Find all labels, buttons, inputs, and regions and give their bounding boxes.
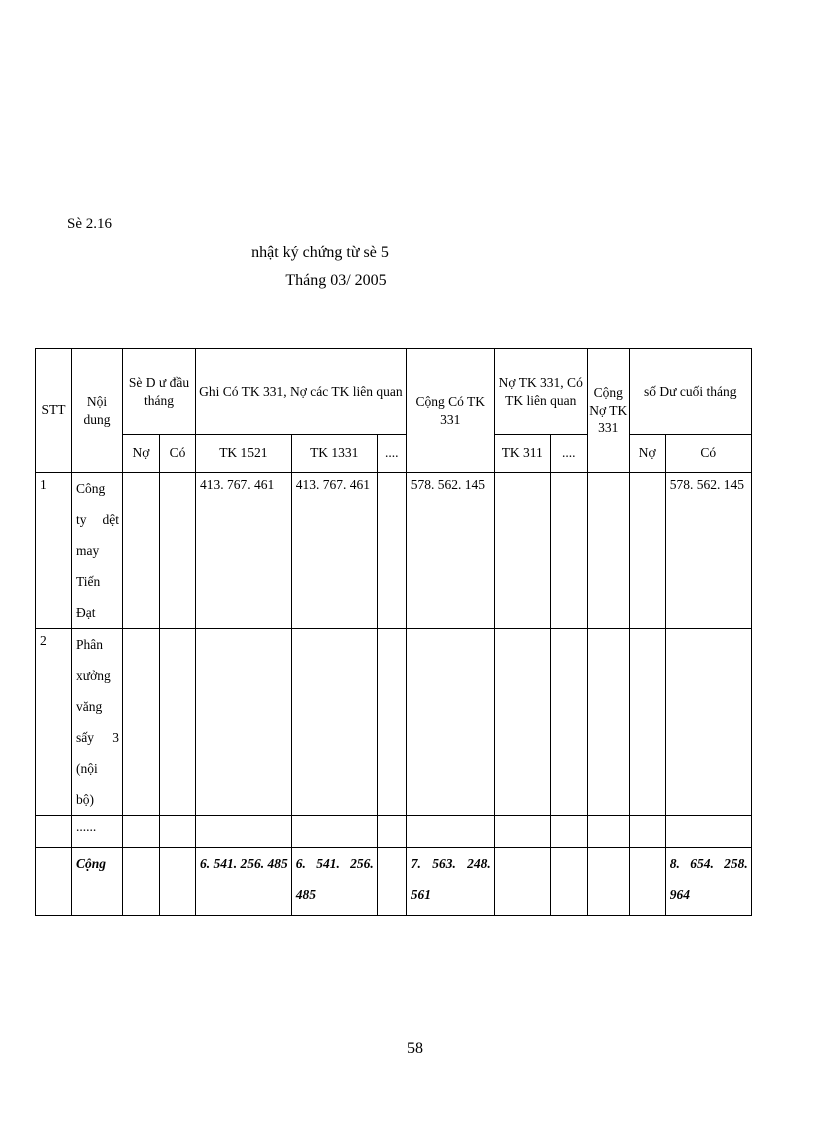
total-tk1521: 6. 541. 256. 485 bbox=[196, 848, 292, 916]
header-tk1331: TK 1331 bbox=[291, 435, 377, 473]
document-title: nhật ký chứng từ sè 5 bbox=[251, 244, 389, 261]
page-number: 58 bbox=[407, 1040, 423, 1057]
header-closing-credit: Có bbox=[665, 435, 751, 473]
row-tk1331: 413. 767. 461 bbox=[291, 473, 377, 629]
table-row bbox=[36, 473, 752, 629]
document-reference: Sè 2.16 bbox=[67, 216, 112, 232]
row-closing-credit: 578. 562. 145 bbox=[665, 473, 751, 629]
header-noi-dung: Nội dung bbox=[72, 349, 123, 473]
header-closing-balance: số Dư cuối tháng bbox=[629, 349, 751, 435]
row-content: Công ty dệt may Tiến Đạt bbox=[72, 473, 123, 629]
row-stt: 1 bbox=[36, 473, 72, 629]
header-opening-credit: Có bbox=[160, 435, 196, 473]
header-debit-tk331: Nợ TK 331, Có TK liên quan bbox=[494, 349, 587, 435]
header-dots-2: .... bbox=[550, 435, 587, 473]
header-total-debit: Cộng Nợ TK 331 bbox=[587, 349, 629, 473]
header-stt: STT bbox=[36, 349, 72, 473]
journal-voucher-table bbox=[35, 348, 752, 916]
total-tk1331: 6. 541. 256. 485 bbox=[291, 848, 377, 916]
row-content: Phân xưởng văng sấy 3 (nội bộ) bbox=[72, 629, 123, 816]
header-total-credit: Cộng Có TK 331 bbox=[406, 349, 494, 473]
total-credit: 7. 563. 248. 561 bbox=[406, 848, 494, 916]
header-tk311: TK 311 bbox=[494, 435, 550, 473]
table-row bbox=[36, 816, 752, 848]
row-content: ...... bbox=[72, 816, 123, 848]
header-tk1521: TK 1521 bbox=[196, 435, 292, 473]
total-label: Cộng bbox=[72, 848, 123, 916]
header-credit-tk331: Ghi Có TK 331, Nợ các TK liên quan bbox=[196, 349, 407, 435]
row-tk1521: 413. 767. 461 bbox=[196, 473, 292, 629]
total-closing-credit: 8. 654. 258. 964 bbox=[665, 848, 751, 916]
table-row bbox=[36, 629, 752, 816]
header-closing-debit: Nợ bbox=[629, 435, 665, 473]
row-stt: 2 bbox=[36, 629, 72, 816]
header-opening-balance: Sè D ư đầu tháng bbox=[123, 349, 196, 435]
row-total-credit: 578. 562. 145 bbox=[406, 473, 494, 629]
document-period: Tháng 03/ 2005 bbox=[285, 272, 387, 289]
total-row bbox=[36, 848, 752, 916]
header-opening-debit: Nợ bbox=[123, 435, 160, 473]
header-dots-1: .... bbox=[377, 435, 406, 473]
